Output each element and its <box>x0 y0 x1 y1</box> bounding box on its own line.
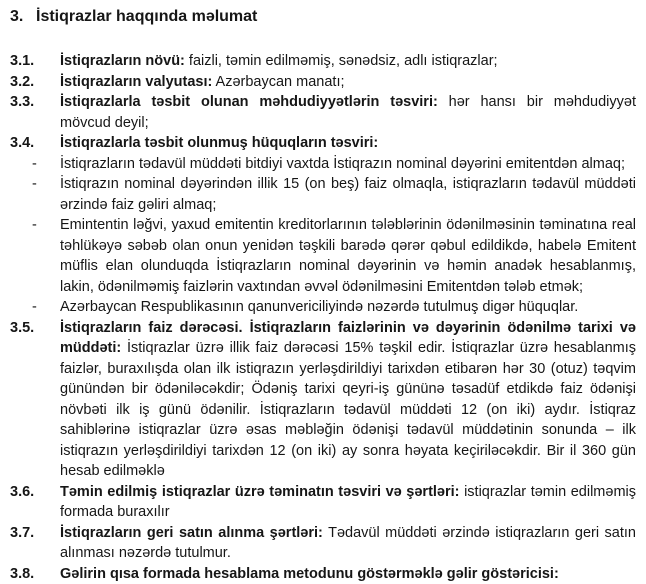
bullet-dash: - <box>32 174 60 215</box>
item-label: İstiqrazların valyutası: <box>60 74 212 90</box>
item-text: Tədavül müddəti ərzində istiqrazların geri satın alınması nəzərdə tutulmur. <box>60 525 636 562</box>
item-number: 3.3. <box>10 92 60 133</box>
item-content <box>60 92 636 133</box>
bullet-dash: - <box>32 154 60 175</box>
item-text: istiqrazlar təmin edilməmiş formada buraxılır <box>60 484 636 521</box>
item-text: faizli, təmin edilməmiş, sənədsiz, adlı istiqrazlar; <box>189 53 498 69</box>
item-3-7 <box>10 523 636 564</box>
item-label: Təmin edilmiş istiqrazlar üzrə təminatın təsviri və şərtləri: <box>60 484 460 500</box>
bullet-item-3 <box>10 215 636 297</box>
item-number: 3.8. <box>10 564 60 584</box>
item-label: İstiqrazlarla təsbit olunmuş hüquqların təsviri: <box>60 135 378 151</box>
item-3-3 <box>10 92 636 133</box>
bullet-item-2 <box>10 174 636 215</box>
item-number: 3.2. <box>10 72 60 93</box>
item-content <box>60 72 636 93</box>
item-content <box>60 51 636 72</box>
item-content <box>60 482 636 523</box>
bullet-text: İstiqrazın nominal dəyərindən illik 15 (on beş) faiz olmaqla, istiqrazların tədavül müddəti ərzində faiz gəliri almaq; <box>60 174 636 215</box>
section-heading-title: İstiqrazlar haqqında məlumat <box>36 7 257 27</box>
item-text: hər hansı bir məhdudiyyət mövcud deyil; <box>60 94 636 131</box>
item-text: Azərbaycan manatı; <box>216 74 345 90</box>
item-number: 3.4. <box>10 133 60 154</box>
item-content <box>60 523 636 564</box>
item-label: İstiqrazların faiz dərəcəsi. İstiqrazların faizlərinin və dəyərinin ödənilmə tarixi və müddəti: <box>60 320 636 357</box>
item-text: İstiqrazlar üzrə illik faiz dərəcəsi 15% təşkil edir. İstiqrazlar üzrə hesablanmış faizlər, buraxılışda olan ilk istiqrazın yerləşdirildiyi tarixdən etibarən hər 30 (otuz) təqvim günündən bir ödəniləcəkdir; Ödəniş tarixi qeyri-iş gününə təsadüf etdikdə faiz ödənişi növbəti ilk iş günü ödənilir. İstiqrazların tədavül müddəti 12 (on iki) aydır. İstiqraz sahiblərinə istiqrazlar üzrə əsas məbləğin ödənişi tədavül müddətinin sonunda – ilk istiqrazın yerləşdirildiyi tarixdən 12 (on iki) ay sonra həyata keçiriləcəkdir. Bir il 360 gün hesab edilməklə <box>60 340 636 479</box>
item-label: Gəlirin qısa formada hesablama metodunu göstərməklə gəlir göstəricisi: <box>60 566 559 582</box>
item-3-2 <box>10 72 636 93</box>
item-number: 3.5. <box>10 318 60 482</box>
item-number: 3.1. <box>10 51 60 72</box>
section-heading-number: 3. <box>10 7 36 27</box>
item-content <box>60 133 636 154</box>
section-heading <box>10 7 636 27</box>
bullet-text: Emintentin ləğvi, yaxud emitentin kreditorlarının tələblərinin ödənilməsinin təminatına real təhlükəyə səbəb olan onun yenidən təşkili barədə qərər qəbul edildikdə, habelə Emitent müflis elan olunduqda İstiqrazların nominal dəyərinin və həmin anadək hesablanmış, lakin, ödənilməmiş faizlərin vaxtından əvvəl ödənilməsini Emitentdən tələb etmək; <box>60 215 636 297</box>
item-3-6 <box>10 482 636 523</box>
item-number: 3.7. <box>10 523 60 564</box>
item-3-5 <box>10 318 636 482</box>
bullet-dash: - <box>32 297 60 318</box>
item-3-4 <box>10 133 636 154</box>
item-label: İstiqrazların geri satın alınma şərtləri: <box>60 525 323 541</box>
bullet-item-1 <box>10 154 636 175</box>
bullet-text: İstiqrazların tədavül müddəti bitdiyi vaxtda İstiqrazın nominal dəyərini emitentdən almaq; <box>60 154 636 175</box>
bullet-dash: - <box>32 215 60 297</box>
item-content <box>60 564 636 584</box>
item-label: İstiqrazların növü: <box>60 53 185 69</box>
bullet-text: Azərbaycan Respublikasının qanunvericiliyində nəzərdə tutulmuş digər hüquqlar. <box>60 297 636 318</box>
bullet-item-4 <box>10 297 636 318</box>
item-number: 3.6. <box>10 482 60 523</box>
item-content <box>60 318 636 482</box>
item-3-1 <box>10 51 636 72</box>
item-label: İstiqrazlarla təsbit olunan məhdudiyyətlərin təsviri: <box>60 94 438 110</box>
item-3-8 <box>10 564 636 584</box>
